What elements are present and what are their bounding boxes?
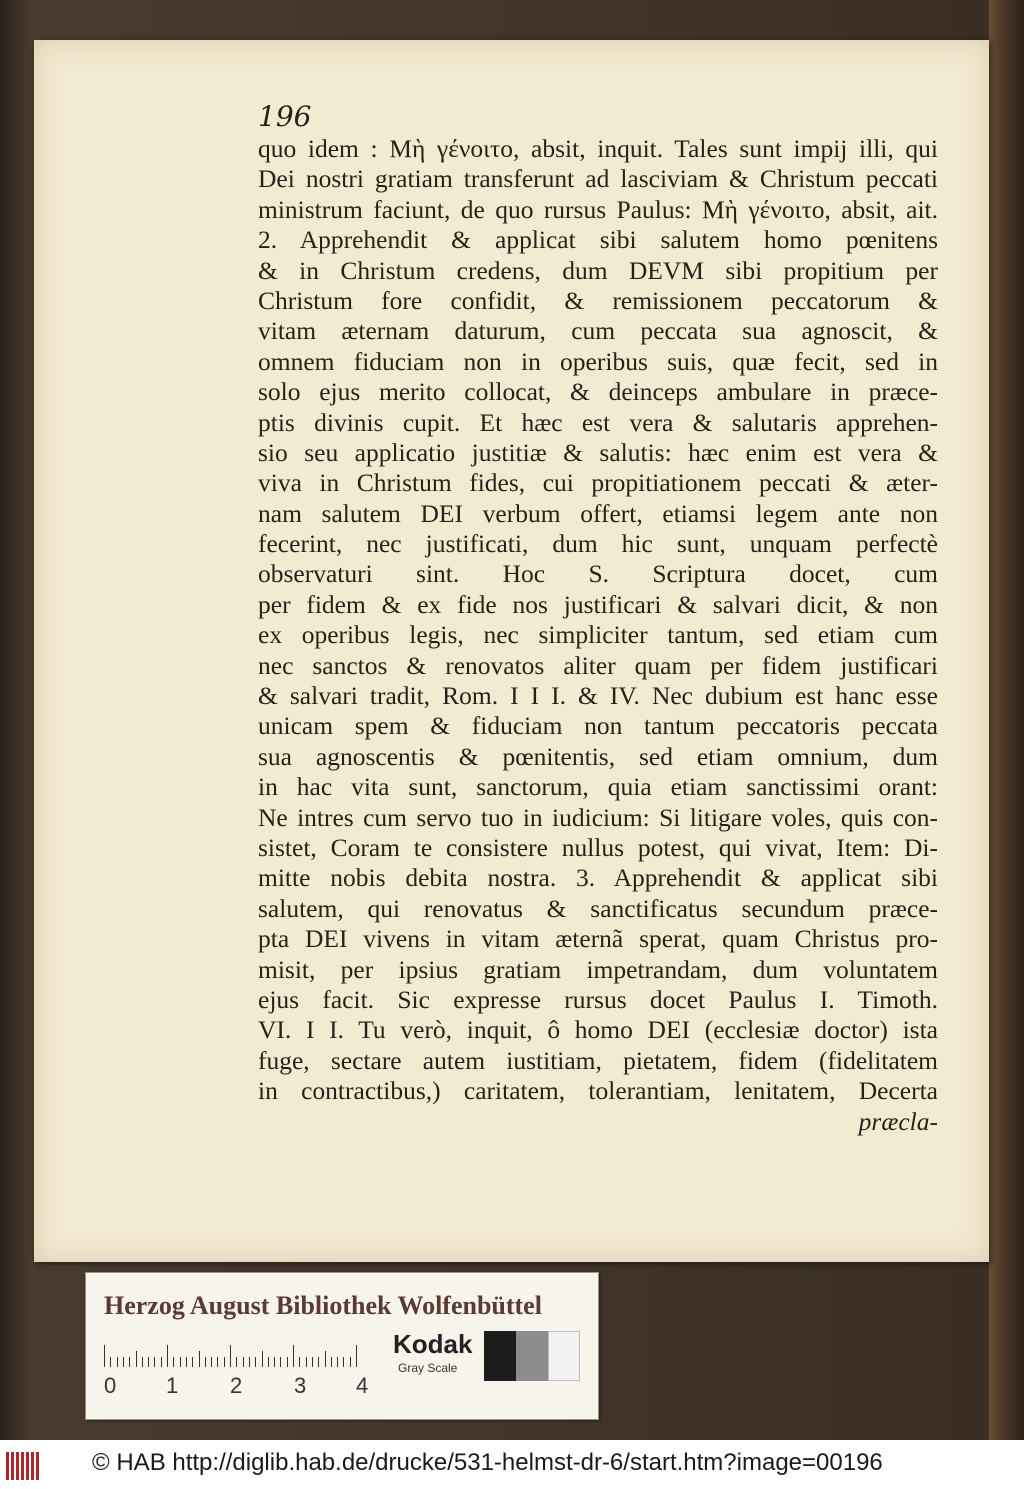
text-line: unicam spem & fiduciam non tantum peccatoris peccata — [258, 711, 938, 741]
page-number: 196 — [258, 100, 312, 133]
ruler-tick — [337, 1357, 338, 1367]
ruler-label-4: 4 — [356, 1373, 369, 1398]
text-line: sio seu applicatio justitiæ & salutis: hæc enim est vera & — [258, 437, 938, 467]
ruler-tick — [161, 1357, 162, 1367]
ruler-tick — [293, 1345, 294, 1367]
text-line: & salvari tradit, Rom. I I I. & IV. Nec dubium est hanc esse — [258, 681, 938, 711]
ruler-tick — [350, 1357, 351, 1367]
ruler-tick — [331, 1357, 332, 1367]
text-line: 2. Apprehendit & applicat sibi salutem homo pœnitens — [258, 225, 938, 255]
ruler-tick — [142, 1357, 143, 1367]
gray-swatch-light — [548, 1331, 580, 1381]
ruler-tick — [117, 1357, 118, 1367]
ruler-tick — [110, 1357, 111, 1367]
text-line: fecerint, nec justificati, dum hic sunt, unquam perfectè — [258, 529, 938, 559]
text-line: salutem, qui renovatus & sanctificatus secundum præce- — [258, 893, 938, 923]
ruler-label-0: 0 — [104, 1373, 117, 1398]
gray-swatch-dark — [484, 1331, 516, 1381]
ruler-tick — [325, 1351, 326, 1367]
text-line: per fidem & ex fide nos justificari & salvari dicit, & non — [258, 589, 938, 619]
logo-bar — [16, 1452, 19, 1480]
ruler-tick — [148, 1357, 149, 1367]
text-line: Dei nostri gratiam transferunt ad lasciviam & Christum peccati — [258, 164, 938, 194]
text-line: pta DEI vivens in vitam æternã sperat, quam Christus pro- — [258, 924, 938, 954]
text-line: solo ejus merito collocat, & deinceps ambulare in præce- — [258, 377, 938, 407]
ruler-tick — [249, 1357, 250, 1367]
ruler-tick — [154, 1357, 155, 1367]
logo-bar — [31, 1452, 34, 1480]
text-line: observaturi sint. Hoc S. Scriptura docet, cum — [258, 559, 938, 589]
ruler-tick — [280, 1357, 281, 1367]
text-line: nec sanctos & renovatos aliter quam per fidem justificari — [258, 650, 938, 680]
text-line: viva in Christum fides, cui propitiationem peccati & æter- — [258, 468, 938, 498]
color-target-card — [85, 1272, 599, 1420]
ruler-tick — [123, 1357, 124, 1367]
text-line: omnem fiduciam non in operibus suis, quæ fecit, sed in — [258, 346, 938, 376]
ruler-tick — [299, 1357, 300, 1367]
logo-bar — [11, 1452, 14, 1480]
copyright-url[interactable]: © HAB http://diglib.hab.de/drucke/531-helmst-dr-6/start.htm?image=00196 — [92, 1449, 883, 1476]
ruler-tick — [129, 1357, 130, 1367]
text-line: in hac vita sunt, sanctorum, quia etiam sanctissimi orant: — [258, 772, 938, 802]
ruler-tick — [230, 1345, 231, 1367]
text-line: Ne intres cum servo tuo in iudicium: Si litigare voles, quis con- — [258, 802, 938, 832]
text-line: in contractibus,) caritatem, tolerantiam, lenitatem, Decerta — [258, 1076, 938, 1106]
gray-swatch-mid — [516, 1331, 548, 1381]
text-line: VI. I I. Tu verò, inquit, ô homo DEI (ecclesiæ doctor) ista — [258, 1015, 938, 1045]
logo-bar — [21, 1452, 24, 1480]
library-name: Herzog August Bibliothek Wolfenbüttel — [104, 1291, 542, 1320]
ruler-tick — [236, 1357, 237, 1367]
ruler-tick — [343, 1357, 344, 1367]
text-line: præcla- — [858, 1106, 938, 1136]
ruler-tick — [318, 1357, 319, 1367]
text-line: sua agnoscentis & pœnitentis, sed etiam omnium, dum — [258, 741, 938, 771]
ruler-tick — [274, 1357, 275, 1367]
hab-logo-icon — [6, 1452, 44, 1480]
ruler-tick — [180, 1357, 181, 1367]
ruler-tick — [173, 1357, 174, 1367]
ruler-tick — [211, 1357, 212, 1367]
text-line: & in Christum credens, dum DEVM sibi propitium per — [258, 255, 938, 285]
ruler-tick — [268, 1357, 269, 1367]
ruler-tick — [192, 1357, 193, 1367]
ruler-scale — [104, 1345, 374, 1367]
ruler-tick — [136, 1351, 137, 1367]
text-line: ex operibus legis, nec simpliciter tantum, sed etiam cum — [258, 620, 938, 650]
text-line: mitte nobis debita nostra. 3. Apprehendit & applicat sibi — [258, 863, 938, 893]
text-line: ejus facit. Sic expresse rursus docet Paulus I. Timoth. — [258, 984, 938, 1014]
ruler-tick — [243, 1357, 244, 1367]
logo-bar — [36, 1452, 39, 1480]
text-line: sistet, Coram te consistere nullus potest, qui vivat, Item: Di- — [258, 832, 938, 862]
ruler-label-2: 2 — [230, 1373, 243, 1398]
ruler-tick — [199, 1351, 200, 1367]
ruler-tick — [306, 1357, 307, 1367]
footer-bar — [0, 1440, 1024, 1489]
ruler-tick — [104, 1345, 105, 1367]
ruler-tick — [217, 1357, 218, 1367]
page-text — [258, 134, 938, 1137]
ruler-tick — [287, 1357, 288, 1367]
text-line: misit, per ipsius gratiam impetrandam, dum voluntatem — [258, 954, 938, 984]
logo-bar — [26, 1452, 29, 1480]
text-line: ptis divinis cupit. Et hæc est vera & salutaris apprehen- — [258, 407, 938, 437]
ruler-tick — [167, 1345, 168, 1367]
ruler-tick — [262, 1351, 263, 1367]
text-line: fuge, sectare autem iustitiam, pietatem, fidem (fidelitatem — [258, 1045, 938, 1075]
ruler-tick — [224, 1357, 225, 1367]
ruler-tick — [205, 1357, 206, 1367]
ruler-label-3: 3 — [294, 1373, 307, 1398]
ruler-tick — [312, 1357, 313, 1367]
kodak-logo: Kodak — [393, 1329, 473, 1359]
gray-scale-label: Gray Scale — [398, 1361, 458, 1375]
ruler-tick — [255, 1357, 256, 1367]
ruler-tick — [186, 1357, 187, 1367]
text-line: quo idem : Μὴ γένοιτο, absit, inquit. Tales sunt impij illi, qui — [258, 134, 938, 163]
ruler-tick — [356, 1345, 357, 1367]
text-line: nam salutem DEI verbum offert, etiamsi legem ante non — [258, 498, 938, 528]
text-line: ministrum faciunt, de quo rursus Paulus: Μὴ γένοιτο, absit, ait. — [258, 194, 938, 224]
text-line: Christum fore confidit, & remissionem peccatorum & — [258, 285, 938, 315]
book-spine — [989, 0, 1024, 1440]
text-line: vitam æternam daturum, cum peccata sua agnoscit, & — [258, 316, 938, 346]
ruler-label-1: 1 — [166, 1373, 179, 1398]
logo-bar — [6, 1452, 9, 1480]
